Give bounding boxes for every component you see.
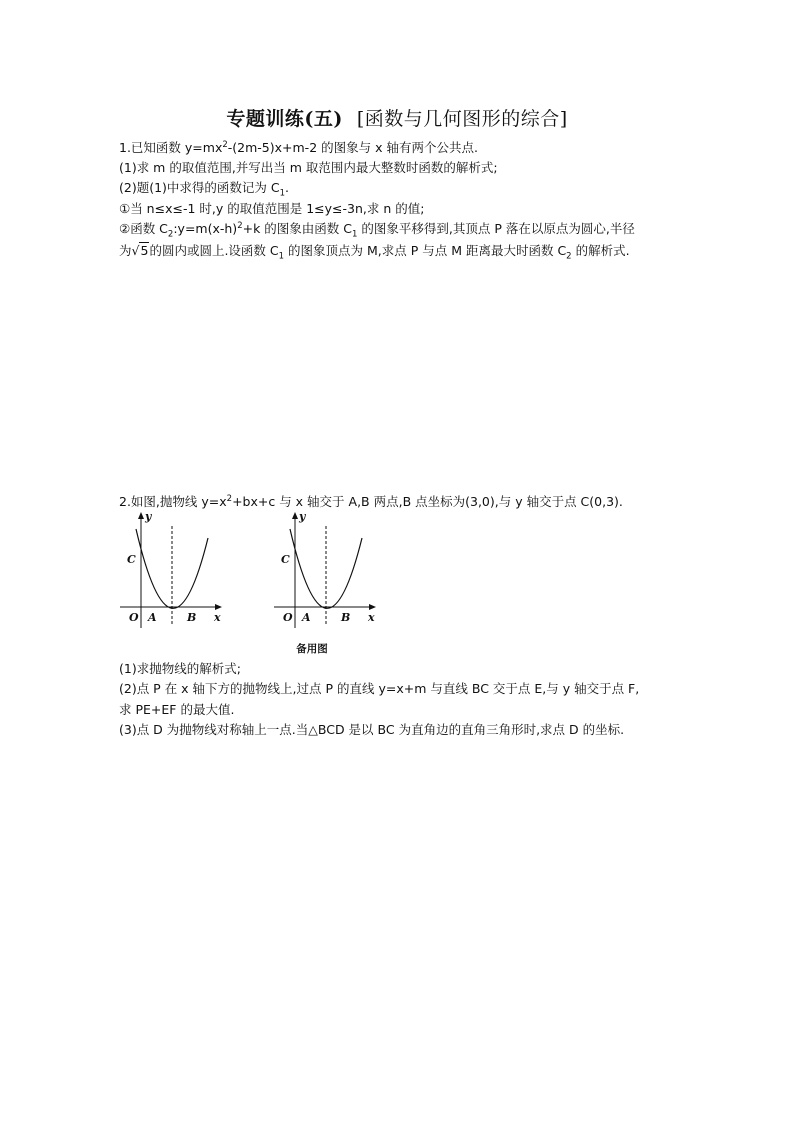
parabola-figure-spare — [270, 508, 382, 630]
p1-part1: (1)求 m 的取值范围,并写出当 m 取范围内最大整数时函数的解析式; — [119, 160, 498, 175]
label-b: B — [341, 611, 351, 624]
p2-part2-line2: 求 PE+EF 的最大值. — [119, 702, 235, 717]
label-a: A — [148, 611, 157, 624]
label-a: A — [302, 611, 311, 624]
p1-sub1: ①当 n≤x≤-1 时,y 的取值范围是 1≤y≤-3n,求 n 的值; — [119, 201, 425, 216]
x-axis-arrow — [369, 604, 376, 610]
label-x: x — [368, 611, 375, 624]
p2-stem: 2.如图,抛物线 $y=x^2+bx+c$ 与 x 轴交于 A,B 两点,B 点坐标为(3,0),与 y 轴交于点 C(0,3). — [119, 493, 623, 509]
p1-sub2-line1: ②函数 $C_2:y=m(x-h)^2+k$ 的图象由函数 $C_1$ 的图象平移得到,其顶点 P 落在以原点为圆心,半径 — [119, 220, 635, 240]
p1-stem: 1.已知函数 $y=mx^2-(2m-5)x+m-2$ 的图象与 x 轴有两个公共点. — [119, 139, 478, 155]
p2-part1: (1)求抛物线的解析式; — [119, 661, 241, 676]
label-x: x — [214, 611, 221, 624]
label-b: B — [187, 611, 197, 624]
parabola-figure-main — [116, 508, 228, 630]
x-axis-arrow — [215, 604, 222, 610]
p2-part2-line1: (2)点 P 在 x 轴下方的抛物线上,过点 P 的直线 y=x+m 与直线 BC 交于点 E,与 y 轴交于点 F, — [119, 681, 640, 696]
label-o: O — [129, 611, 139, 624]
label-c: C — [281, 553, 290, 566]
label-c: C — [127, 553, 136, 566]
p1-part2: (2)题(1)中求得的函数记为 $C_1$. — [119, 180, 290, 199]
page-title — [0, 104, 794, 131]
label-y: y — [299, 510, 306, 523]
y-axis-arrow — [292, 512, 298, 519]
p1-sub2-line2: 为√5的圆内或圆上.设函数 $C_1$ 的图象顶点为 M,求点 P 与点 M 距离最大时函数 $C_2$ 的解析式. — [119, 243, 630, 262]
p2-part3: (3)点 D 为抛物线对称轴上一点.当△BCD 是以 BC 为直角边的直角三角形时,求点 D 的坐标. — [119, 722, 625, 737]
sqrt-symbol: √5 — [131, 243, 149, 258]
y-axis-arrow — [138, 512, 144, 519]
title-main: 专题训练(五) — [226, 108, 343, 130]
title-sub: [函数与几何图形的综合] — [356, 108, 568, 130]
label-y: y — [145, 510, 152, 523]
label-o: O — [283, 611, 293, 624]
figure-caption: 备用图 — [296, 643, 328, 655]
